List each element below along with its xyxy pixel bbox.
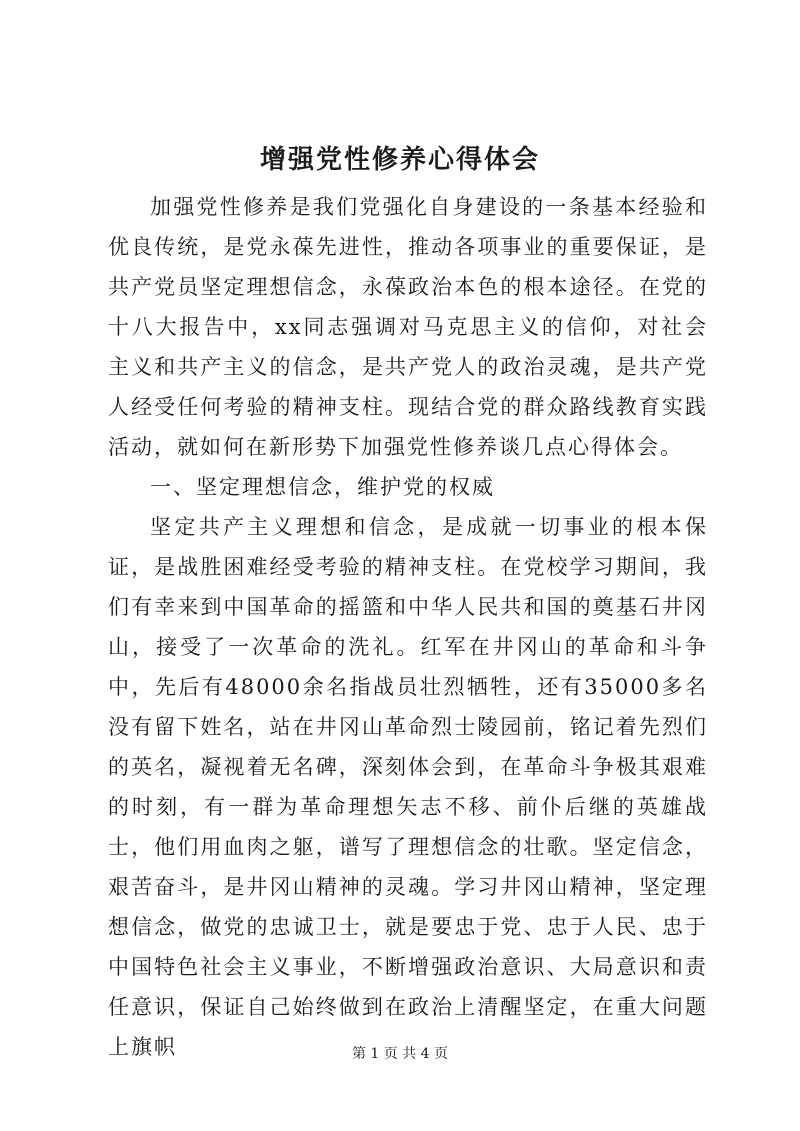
- paragraph-section-1: 坚定共产主义理想和信念，是成就一切事业的根本保证，是战胜困难经受考验的精神支柱。在党校学习期间，我们有幸来到中国革命的摇篮和中华人民共和国的奠基石井冈山，接受了一次革命的洗礼。红军在井冈山的革命和斗争中，先后有48000余名指战员壮烈牺牲，还有35000多名没有留下姓名，站在井冈山革命烈士陵园前，铭记着先烈们的英名，凝视着无名碑，深刻体会到，在革命斗争极其艰难的时刻，有一群为革命理想矢志不移、前仆后继的英雄战士，他们用血肉之躯，谱写了理想信念的壮歌。坚定信念，艰苦奋斗，是井冈山精神的灵魂。学习井冈山精神，坚定理想信念，做党的忠诚卫士，就是要忠于党、忠于人民、忠于中国特色社会主义事业，不断增强政治意识、大局意识和责任意识，保证自己始终做到在政治上清醒坚定，在重大问题上旗帜: [108, 515, 708, 1059]
- page-footer: 第 1 页 共 4 页: [351, 1046, 449, 1062]
- section-heading-1: 一、坚定理想信念，维护党的权威: [150, 475, 495, 499]
- paragraph-intro: 加强党性修养是我们党强化自身建设的一条基本经验和优良传统，是党永葆先进性，推动各项事业的重要保证，是共产党员坚定理想信念，永葆政治本色的根本途径。在党的十八大报告中，xx同志强调对马克思主义的信仰，对社会主义和共产主义的信念，是共产党人的政治灵魂，是共产党人经受任何考验的精神支柱。现结合党的群众路线教育实践活动，就如何在新形势下加强党性修养谈几点心得体会。: [108, 195, 708, 459]
- document-title: 增强党性修养心得体会: [259, 145, 540, 175]
- document-body: [108, 187, 708, 1067]
